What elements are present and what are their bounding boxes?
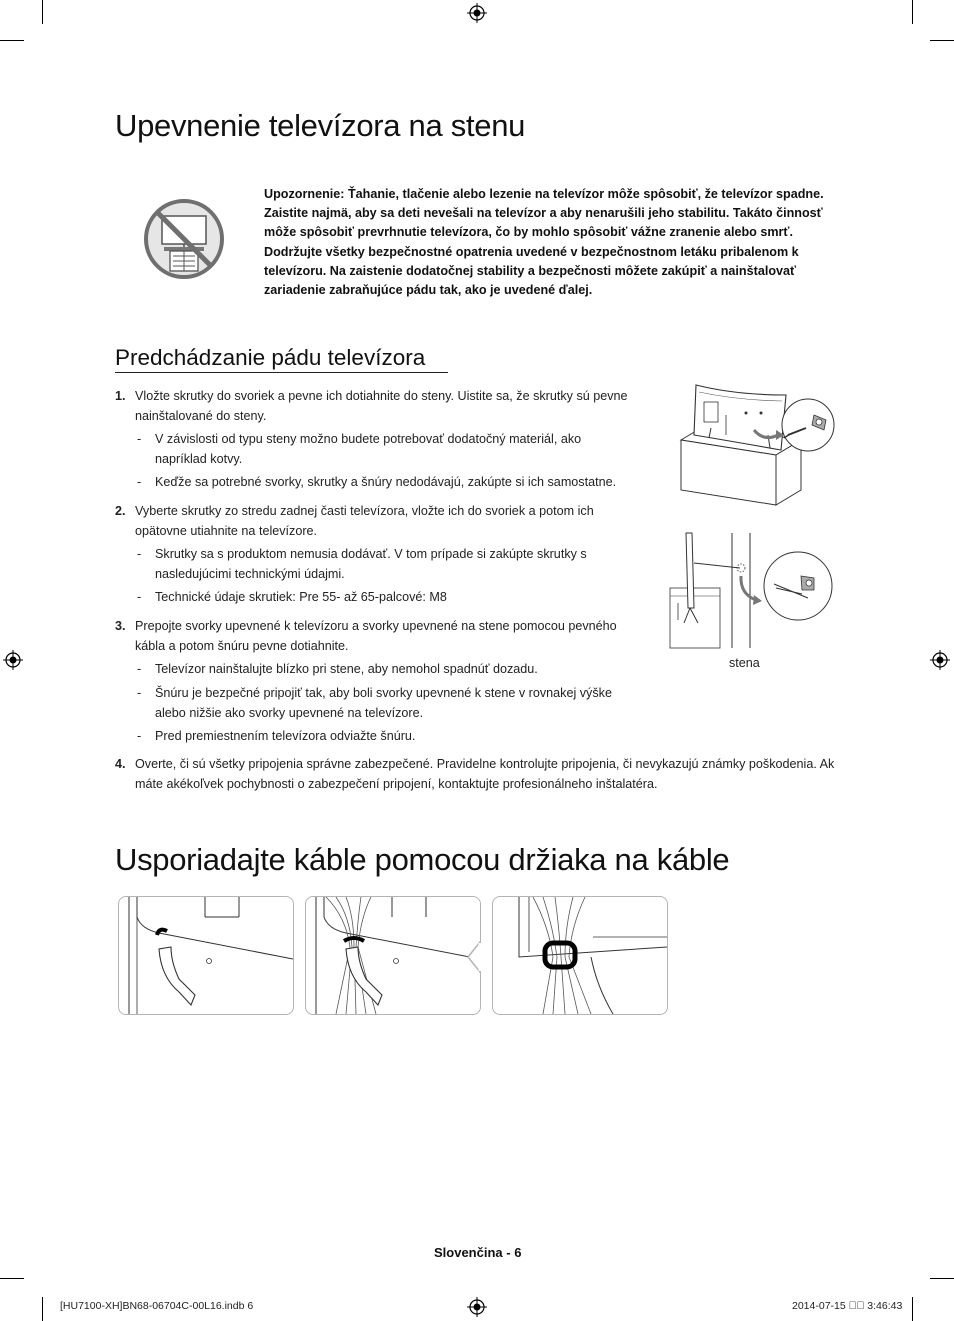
crop-mark bbox=[0, 40, 24, 41]
step-text: Prepojte svorky upevnené k televízoru a svorky upevnené na stene pomocou pevného kábla a potom šnúru pevne dotiahnite. bbox=[135, 619, 617, 653]
note-text: Skrutky sa s produktom nemusia dodávať. V tom prípade si zakúpte skrutky s nasledujúcimi technickými údajmi. bbox=[155, 547, 587, 581]
cable-step-panel-2 bbox=[305, 896, 481, 1015]
crop-mark bbox=[0, 1278, 24, 1279]
crop-mark bbox=[912, 0, 913, 24]
page-footer: Slovenčina - 6 bbox=[434, 1245, 522, 1260]
page-title: Upevnenie televízora na stenu bbox=[115, 108, 526, 143]
cable-step-panel-3 bbox=[492, 896, 668, 1015]
section-title-underline bbox=[115, 372, 448, 373]
print-slug-left: [HU7100-XH]BN68-06704C-00L16.indb 6 bbox=[60, 1300, 254, 1312]
cable-holder-step-3-illustration bbox=[493, 897, 667, 1014]
crop-mark bbox=[930, 1278, 954, 1279]
note-text: V závislosti od typu steny možno budete potrebovať dodatočný materiál, ako napríklad kotvy. bbox=[155, 432, 582, 466]
crop-mark bbox=[42, 1297, 43, 1321]
note-text: Televízor nainštalujte blízko pri stene, aby nemohol spadnúť dozadu. bbox=[155, 662, 538, 676]
print-slug-right: 2014-07-15 ￿￿ 3:46:43 bbox=[792, 1300, 903, 1312]
cable-step-panel-1 bbox=[118, 896, 294, 1015]
step-number: 3. bbox=[115, 619, 126, 633]
section-title: Predchádzanie pádu televízora bbox=[115, 345, 426, 370]
crop-mark bbox=[42, 0, 43, 24]
panel-pointer bbox=[466, 940, 482, 974]
note-text: Technické údaje skrutiek: Pre 55- až 65-palcové: M8 bbox=[155, 590, 447, 604]
registration-mark-icon bbox=[467, 1297, 487, 1317]
registration-mark-icon bbox=[930, 650, 950, 670]
wall-caption: stena bbox=[729, 656, 760, 670]
registration-mark-icon bbox=[467, 3, 487, 23]
registration-mark-icon bbox=[3, 650, 23, 670]
step-text: Vložte skrutky do svoriek a pevne ich dotiahnite do steny. Uistite sa, že skrutky sú pevne nainštalované do steny. bbox=[135, 389, 628, 423]
crop-mark bbox=[912, 1297, 913, 1321]
cable-section-title: Usporiadajte káble pomocou držiaka na káble bbox=[115, 842, 730, 877]
step-number: 2. bbox=[115, 504, 126, 518]
cable-holder-step-1-illustration bbox=[119, 897, 293, 1014]
step-text: Vyberte skrutky zo stredu zadnej časti televízora, vložte ich do svoriek a potom ich opätovne utiahnite na televízore. bbox=[135, 504, 594, 538]
step-number: 1. bbox=[115, 389, 126, 403]
note-text: Keďže sa potrebné svorky, skrutky a šnúry nedodávajú, zakúpte si ich samostatne. bbox=[155, 475, 617, 489]
wall-anchor-illustration bbox=[668, 528, 838, 653]
step-text: Overte, či sú všetky pripojenia správne zabezpečené. Pravidelne kontrolujte pripojenia, či nevykazujú známky poškodenia. Ak máte akékoľvek pochybnosti o zabezpečení pripojení, kontaktujte profesionálneho inštalatéra. bbox=[135, 757, 835, 791]
note-text: Šnúru je bezpečné pripojiť tak, aby boli svorky upevnené k stene v rovnakej výške alebo nižšie ako svorky upevnené na televízore. bbox=[155, 686, 612, 720]
warning-text: Upozornenie: Ťahanie, tlačenie alebo lezenie na televízor môže spôsobiť, že televízor spadne. Zaistite najmä, aby sa deti nevešali na televízor a aby nenarušili jeho stabilitu. Takáto činnosť môže spôsobiť prevrhnutie televízora, čo by mohlo spôsobiť vážne zranenie alebo smrť. Dodržujte všetky bezpečnostné opatrenia uvedené v bezpečnostnom letáku pribalenom k televízoru. Na zaistenie dodatočnej stability a bezpečnosti môžete zakúpiť a nainštalovať zariadenie zabraňujúce pádu tak, ako je uvedené ďalej. bbox=[264, 187, 824, 298]
step-number: 4. bbox=[115, 757, 126, 771]
note-text: Pred premiestnením televízora odviažte šnúru. bbox=[155, 729, 416, 743]
cable-holder-step-2-illustration bbox=[306, 897, 480, 1014]
no-climbing-warning-icon bbox=[142, 197, 226, 281]
crop-mark bbox=[930, 40, 954, 41]
tv-bracket-illustration bbox=[676, 380, 836, 510]
